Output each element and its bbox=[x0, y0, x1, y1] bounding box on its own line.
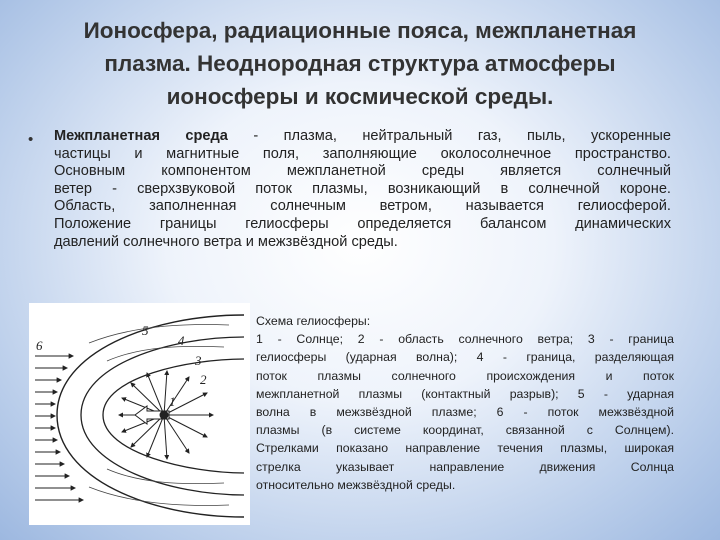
paragraph-text: - плазма, нейтральный газ, пыль, ускоренные bbox=[227, 128, 671, 144]
diagram-label-3: 3 bbox=[195, 353, 202, 368]
paragraph-line: Область, заполненная солнечным ветром, называется гелиосферой. bbox=[54, 198, 671, 215]
heliosphere-boundary-curve bbox=[103, 359, 244, 473]
paragraph-line: частицы и магнитные поля, заполняющие околосолнечное пространство. bbox=[54, 145, 671, 162]
slide-title bbox=[40, 14, 680, 113]
paragraph-line: давлений солнечного ветра и межзвёздной среды. bbox=[54, 233, 398, 250]
title-line: ионосферы и космической среды. bbox=[166, 84, 554, 109]
caption-line: Схема гелиосферы: bbox=[256, 314, 371, 328]
caption-line: 1 - Солнце; 2 - область солнечного ветра; 3 - граница bbox=[256, 332, 674, 347]
caption-line: межпланетной плазмы (контактный разрыв); 5 - ударная bbox=[256, 386, 674, 401]
diagram-label-1: 1 bbox=[169, 394, 176, 409]
paragraph-line: ветер - сверхзвуковой поток плазмы, возникающий в солнечной короне. bbox=[54, 180, 671, 197]
heliosphere-diagram bbox=[29, 303, 250, 525]
sun-circle bbox=[160, 411, 169, 420]
caption-line: волна в межзвёздной плазме; 6 - поток межзвёздной bbox=[256, 405, 674, 420]
heliosphere-diagram-svg bbox=[29, 303, 250, 525]
diagram-label-6: 6 bbox=[36, 338, 43, 353]
caption-line: гелиосферы (ударная волна); 4 - граница, разделяющая bbox=[256, 350, 674, 365]
diagram-label-4: 4 bbox=[178, 333, 185, 348]
caption-line: поток плазмы солнечного происхождения и поток bbox=[256, 368, 674, 383]
title-line: плазма. Неоднородная структура атмосферы bbox=[104, 51, 616, 76]
paragraph-line: Основным компонентом межпланетной среды является солнечный bbox=[54, 163, 671, 180]
caption-line: относительно межзвёздной среды. bbox=[256, 477, 456, 492]
diagram-label-2: 2 bbox=[200, 372, 207, 387]
diagram-label-5: 5 bbox=[142, 323, 149, 338]
title-line: Ионосфера, радиационные пояса, межпланетная bbox=[83, 18, 637, 43]
caption-line: Стрелками показано направление течения плазмы, широкая bbox=[256, 441, 674, 456]
paragraph-line: Положение границы гелиосферы определяется балансом динамических bbox=[54, 215, 671, 232]
bullet-paragraph bbox=[54, 128, 671, 251]
paragraph-line bbox=[54, 128, 671, 146]
caption-line: стрелка указывает направление движения Солнца bbox=[256, 459, 674, 474]
bullet-marker: • bbox=[28, 131, 34, 148]
caption-line: плазмы (в системе координат, связанной с Солнцем). bbox=[256, 423, 674, 438]
term-heading: Межпланетная среда bbox=[54, 128, 228, 144]
diagram-caption bbox=[256, 312, 674, 494]
